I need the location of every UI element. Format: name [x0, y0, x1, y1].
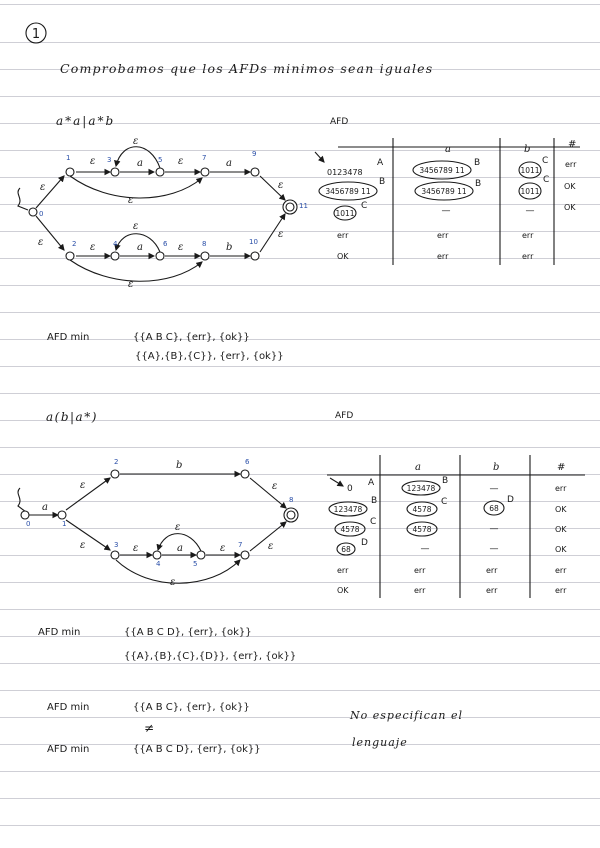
svg-text:b: b — [176, 460, 183, 471]
ex2-min-line2: {{A},{B},{C},{D}}, {err}, {ok}} — [124, 651, 297, 662]
ex1-min-line2: {{A},{B},{C}}, {err}, {ok}} — [135, 351, 284, 362]
svg-text:8: 8 — [202, 240, 207, 248]
svg-text:AFD: AFD — [335, 411, 354, 421]
svg-text:—: — — [420, 544, 430, 554]
svg-text:err: err — [337, 566, 349, 575]
svg-text:ε: ε — [178, 156, 184, 167]
svg-text:3456789 11: 3456789 11 — [419, 166, 465, 175]
svg-text:ε: ε — [278, 180, 284, 191]
svg-text:4578: 4578 — [412, 525, 432, 534]
svg-text:4: 4 — [113, 240, 118, 248]
svg-text:B: B — [475, 179, 482, 189]
svg-text:3: 3 — [107, 156, 112, 164]
svg-text:3456789 11: 3456789 11 — [421, 187, 467, 196]
ex1-afd-table — [315, 117, 580, 265]
svg-text:4578: 4578 — [412, 505, 432, 514]
svg-text:10: 10 — [249, 238, 258, 246]
svg-text:ε: ε — [38, 237, 44, 248]
svg-text:2: 2 — [114, 458, 119, 466]
svg-text:6: 6 — [163, 240, 168, 248]
ex2-afd-table — [327, 411, 585, 598]
compare-line1: {{A B C}, {err}, {ok}} — [133, 702, 250, 713]
page-number: 1 — [31, 27, 41, 42]
svg-text:4578: 4578 — [340, 525, 360, 534]
svg-text:err: err — [437, 231, 449, 240]
svg-text:err: err — [555, 566, 567, 575]
svg-text:err: err — [522, 252, 534, 261]
ex2-min-line1: {{A B C D}, {err}, {ok}} — [124, 627, 252, 638]
svg-text:b: b — [524, 144, 531, 155]
svg-text:A: A — [377, 158, 384, 168]
svg-text:D: D — [361, 538, 368, 548]
svg-text:ε: ε — [170, 577, 176, 588]
compare-label-2: AFD min — [47, 744, 90, 755]
svg-text:ε: ε — [278, 229, 284, 240]
not-equal-sign: ≠ — [144, 721, 155, 735]
svg-text:a: a — [415, 462, 421, 473]
svg-text:68: 68 — [489, 504, 499, 513]
svg-text:C: C — [370, 517, 377, 527]
svg-text:B: B — [474, 158, 481, 168]
ex2-regex: a(b|a*) — [46, 410, 98, 424]
svg-text:3456789 11: 3456789 11 — [325, 187, 371, 196]
svg-text:4: 4 — [156, 560, 161, 568]
svg-text:68: 68 — [341, 545, 351, 554]
svg-text:ε: ε — [175, 522, 181, 533]
conclusion-line1: No especifican el — [350, 709, 464, 722]
svg-text:OK: OK — [555, 505, 567, 514]
svg-text:ε: ε — [90, 242, 96, 253]
svg-text:1011: 1011 — [335, 209, 355, 218]
svg-text:ε: ε — [90, 156, 96, 167]
svg-text:b: b — [226, 242, 233, 253]
svg-text:err: err — [337, 231, 349, 240]
svg-text:AFD: AFD — [330, 117, 349, 127]
heading: Comprobamos que los AFDs minimos sean iguales — [60, 61, 434, 76]
svg-text:B: B — [371, 496, 378, 506]
svg-text:—: — — [441, 206, 451, 216]
svg-text:7: 7 — [202, 154, 207, 162]
svg-text:6: 6 — [245, 458, 250, 466]
svg-text:ε: ε — [40, 182, 46, 193]
svg-text:ε: ε — [272, 481, 278, 492]
svg-text:1011: 1011 — [520, 166, 540, 175]
svg-text:ε: ε — [80, 540, 86, 551]
svg-text:ε: ε — [268, 541, 274, 552]
svg-text:ε: ε — [133, 221, 139, 232]
svg-text:1: 1 — [66, 154, 71, 162]
svg-text:a: a — [137, 158, 143, 169]
conclusion-line2: lenguaje — [352, 736, 408, 749]
ex2-nfa — [18, 458, 298, 588]
svg-text:OK: OK — [564, 182, 576, 191]
svg-text:err: err — [522, 231, 534, 240]
compare-line2: {{A B C D}, {err}, {ok}} — [133, 744, 261, 755]
svg-text:1: 1 — [62, 520, 67, 528]
svg-text:123478: 123478 — [406, 484, 436, 493]
svg-text:0: 0 — [26, 520, 31, 528]
svg-text:5: 5 — [158, 156, 163, 164]
svg-text:—: — — [489, 524, 499, 534]
svg-text:OK: OK — [555, 545, 567, 554]
svg-text:b: b — [493, 462, 500, 473]
svg-text:a: a — [445, 144, 451, 155]
svg-text:ε: ε — [133, 543, 139, 554]
svg-text:ε: ε — [220, 543, 226, 554]
svg-text:OK: OK — [337, 252, 349, 261]
svg-text:a: a — [137, 242, 143, 253]
ex1-nfa — [18, 136, 308, 290]
svg-text:B: B — [442, 476, 449, 486]
ex1-min-line1: {{A B C}, {err}, {ok}} — [133, 332, 250, 343]
svg-text:C: C — [361, 201, 368, 211]
svg-text:err: err — [555, 586, 567, 595]
svg-text:5: 5 — [193, 560, 198, 568]
svg-text:1011: 1011 — [520, 187, 540, 196]
svg-text:err: err — [437, 252, 449, 261]
svg-text:a: a — [226, 158, 232, 169]
svg-text:ε: ε — [178, 242, 184, 253]
svg-text:8: 8 — [289, 496, 294, 504]
ex2-min-label: AFD min — [38, 627, 81, 638]
svg-text:—: — — [489, 484, 499, 494]
svg-text:a: a — [42, 502, 48, 513]
svg-text:11: 11 — [299, 202, 308, 210]
svg-text:err: err — [555, 484, 567, 493]
svg-text:#: # — [568, 139, 577, 150]
svg-text:#: # — [557, 462, 566, 473]
svg-text:3: 3 — [114, 541, 119, 549]
svg-text:OK: OK — [337, 586, 349, 595]
svg-text:C: C — [543, 175, 550, 185]
svg-text:ε: ε — [80, 480, 86, 491]
svg-text:err: err — [565, 160, 577, 169]
svg-text:ε: ε — [128, 195, 134, 206]
svg-text:ε: ε — [128, 279, 134, 290]
svg-text:a: a — [177, 543, 183, 554]
ex1-regex: a*a|a*b — [56, 114, 116, 128]
svg-text:9: 9 — [252, 150, 257, 158]
svg-text:ε: ε — [133, 136, 139, 147]
svg-text:—: — — [525, 206, 535, 216]
svg-text:0: 0 — [39, 210, 44, 218]
svg-text:err: err — [414, 586, 426, 595]
svg-text:0123478: 0123478 — [327, 168, 363, 177]
svg-text:OK: OK — [564, 203, 576, 212]
svg-text:C: C — [542, 156, 549, 166]
svg-text:—: — — [489, 544, 499, 554]
svg-text:C: C — [441, 497, 448, 507]
svg-text:B: B — [379, 177, 386, 187]
ex1-min-label: AFD min — [47, 332, 90, 343]
svg-text:123478: 123478 — [333, 505, 363, 514]
svg-text:err: err — [486, 586, 498, 595]
svg-text:A: A — [368, 478, 375, 488]
svg-text:7: 7 — [238, 541, 243, 549]
svg-text:0: 0 — [347, 484, 353, 494]
svg-text:err: err — [486, 566, 498, 575]
compare-label-1: AFD min — [47, 702, 90, 713]
svg-text:OK: OK — [555, 525, 567, 534]
svg-text:2: 2 — [72, 240, 77, 248]
svg-text:D: D — [507, 495, 514, 505]
svg-text:err: err — [414, 566, 426, 575]
